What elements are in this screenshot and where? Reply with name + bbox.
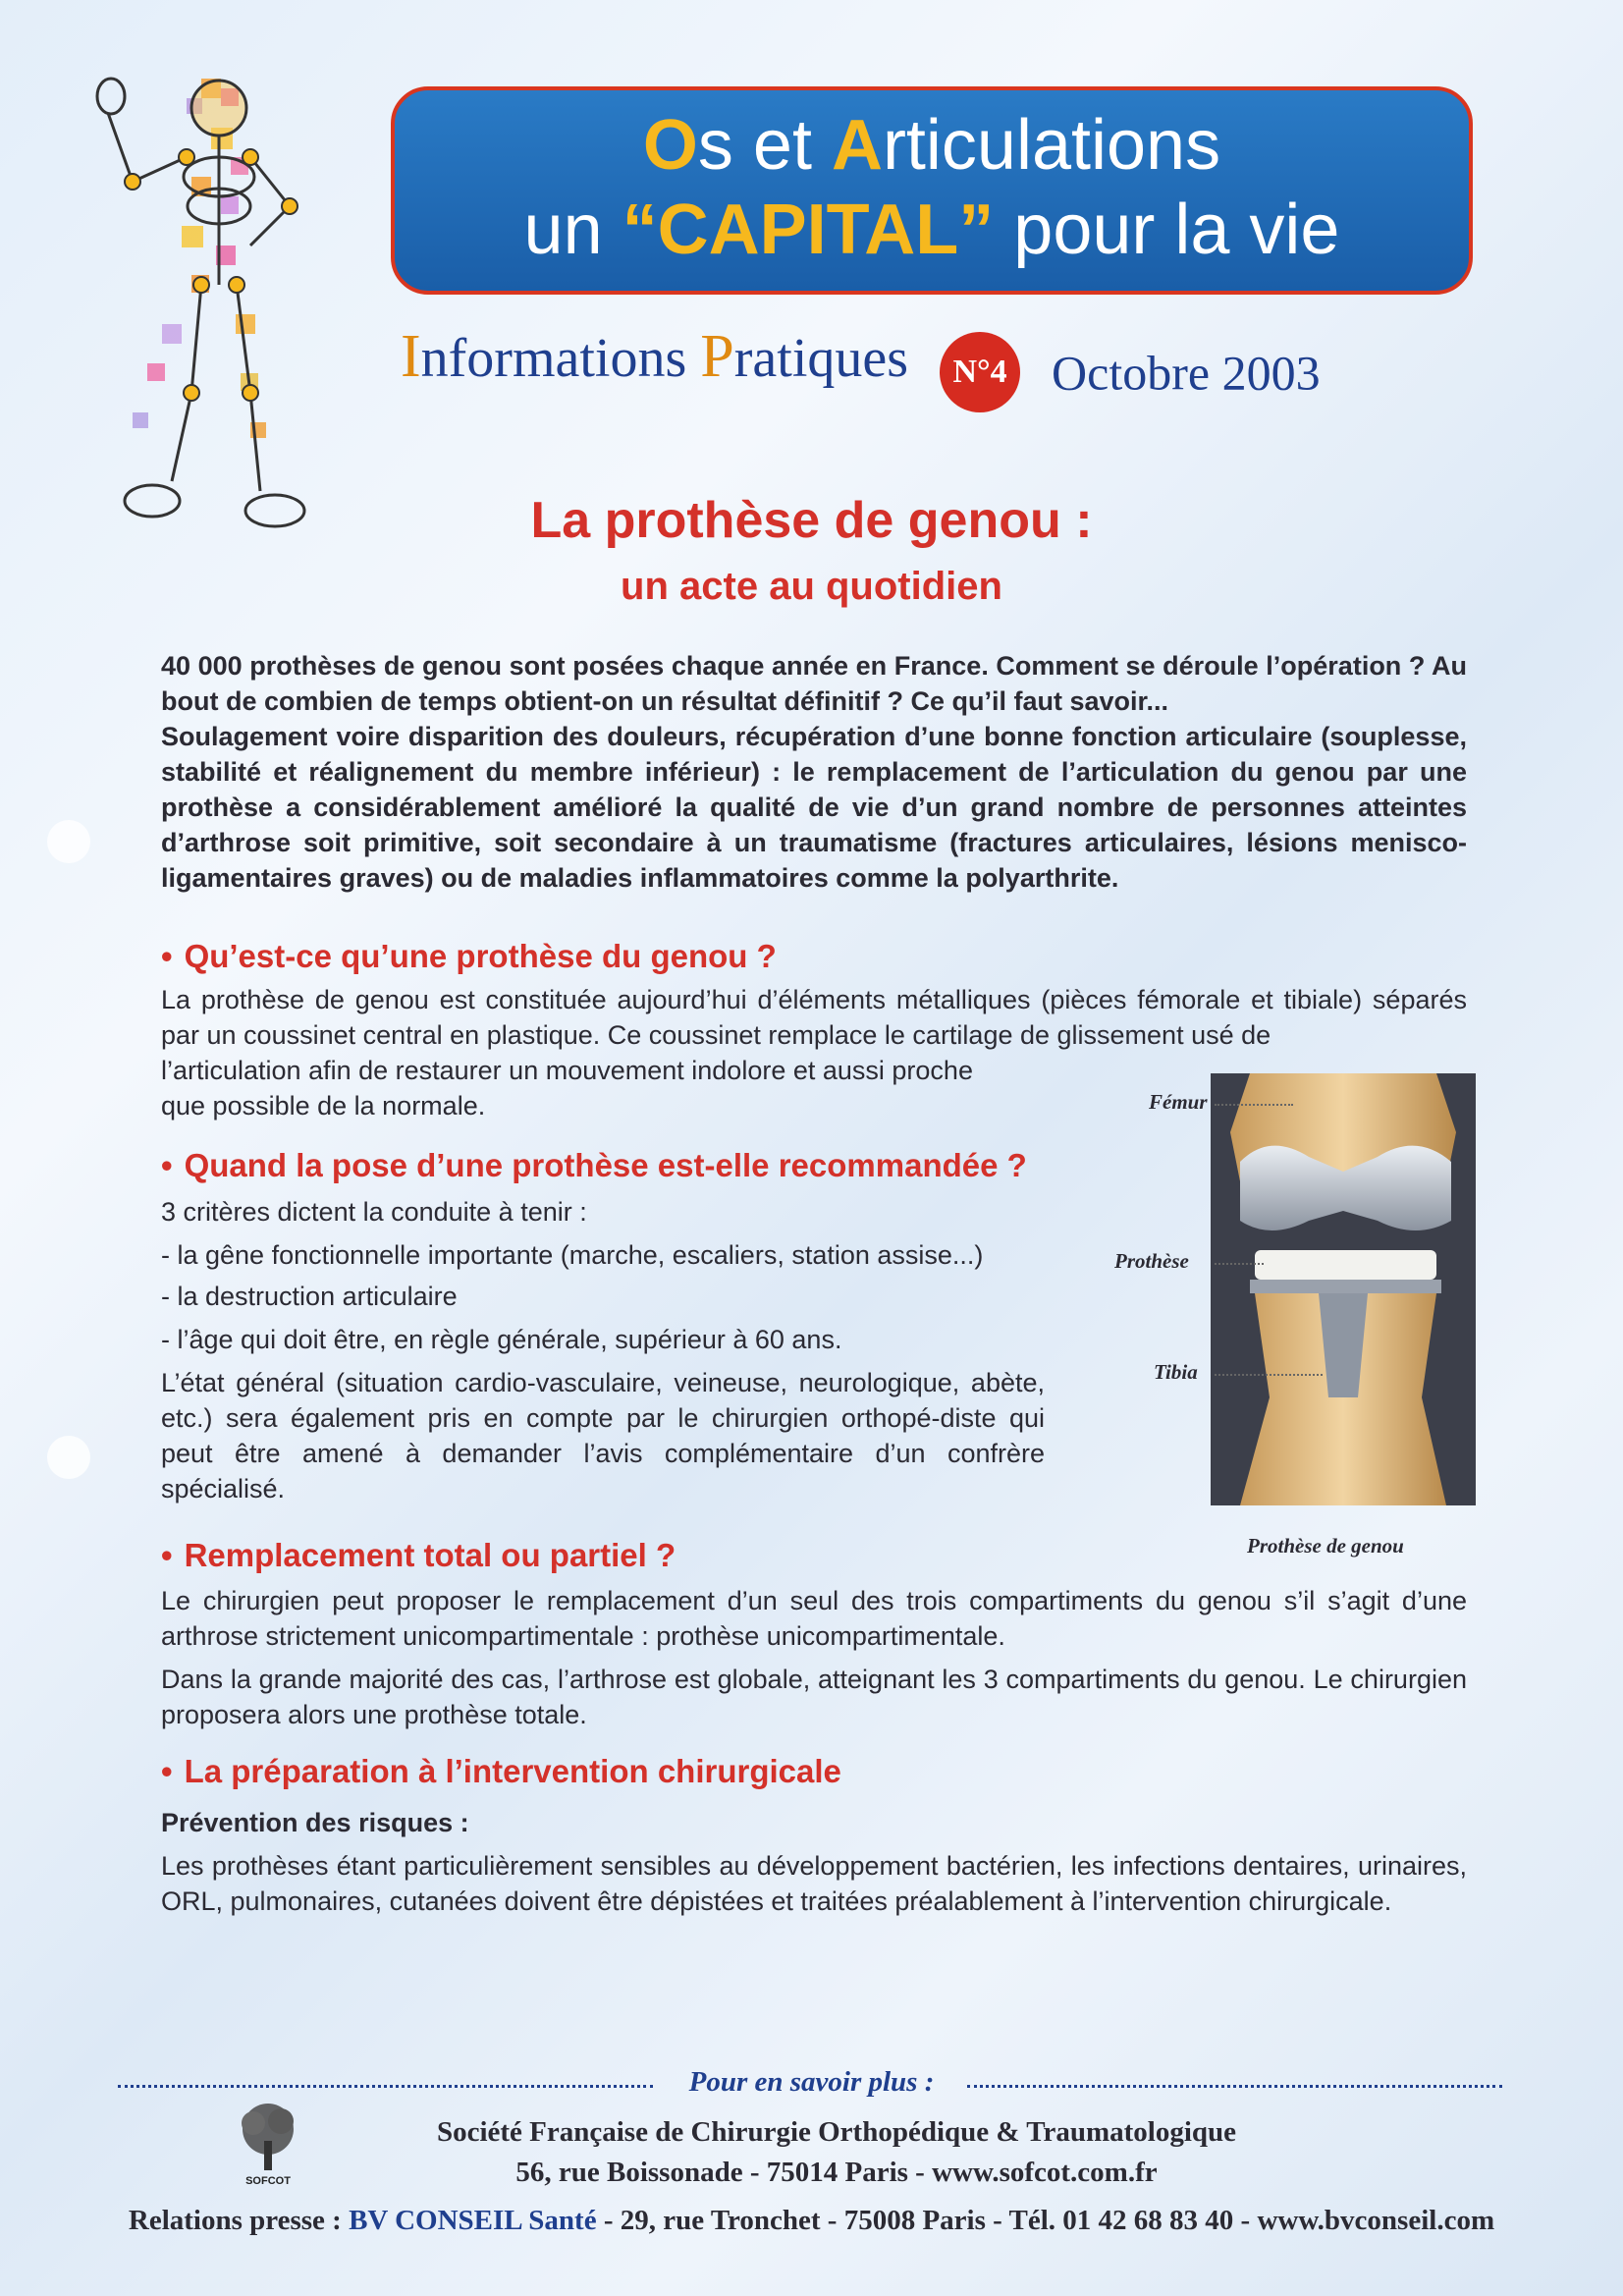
binder-hole [47,1436,90,1479]
binder-hole [47,820,90,863]
skeleton-mascot-illustration [93,69,329,540]
footer-address: 56, rue Boissonade - 75014 Paris - www.sofcot.com.fr [515,2157,1158,2188]
leader-line [1215,1104,1293,1106]
section-2-intro: 3 critères dictent la conduite à tenir : [161,1197,587,1227]
section-heading-2: • Quand la pose d’une prothèse est-elle recommandée ? [161,1147,1027,1183]
figure-label-prothese: Prothèse [1114,1249,1189,1273]
informations-pratiques-label: Informations Pratiques [401,323,909,390]
section-3-paragraph-2: Dans la grande majorité des cas, l’arthrose est globale, atteignant les 3 compartiments du genou. Le chirurgien proposera alors une prothèse totale. [161,1665,1467,1729]
header-banner [391,86,1473,295]
section-heading-4: • La préparation à l’intervention chirurgicale [161,1753,841,1789]
section-3-paragraph-1: Le chirurgien peut proposer le remplacement d’un seul des trois compartiments du genou s’il s’agit d’une arthrose strictement unicompartimentale : prothèse unicompartimentale. [161,1586,1467,1651]
section-1-paragraph: La prothèse de genou est constituée aujourd’hui d’éléments métalliques (pièces fémorale et tibiale) séparés par un coussinet central en plastique. Ce coussinet remplace le cartilage de glissement usé de [161,985,1467,1050]
section-4-subheading: Prévention des risques : [161,1808,469,1837]
criteria-item: - l’âge qui doit être, en règle générale, supérieur à 60 ans. [161,1325,842,1354]
footer-press-contact: Relations presse : BV CONSEIL Santé - 29, rue Tronchet - 75008 Paris - Tél. 01 42 68 83 40 - www.bvconseil.com [128,2205,1495,2236]
sofcot-tree-logo [224,2100,312,2188]
section-1-paragraph-cont: l’articulation afin de restaurer un mouvement indolore et aussi proche [161,1056,973,1085]
section-1-paragraph-end: que possible de la normale. [161,1091,486,1121]
knee-prosthesis-drawing [1211,1073,1476,1505]
footer-title: Pour en savoir plus : [688,2066,935,2098]
leader-line [1215,1263,1264,1265]
criteria-item: - la gêne fonctionnelle importante (marche, escaliers, station assise...) [161,1240,984,1270]
figure-caption: Prothèse de genou [1247,1534,1404,1558]
issue-number-badge: N°4 [940,332,1020,412]
intro-lead: 40 000 prothèses de genou sont posées chaque année en France. Comment se déroule l’opération ? Au bout de combien de temps obtient-on un résultat définitif ? Ce qu’il faut savoir... [161,651,1467,716]
knee-prosthesis-illustration [1211,1073,1476,1505]
header-title-line1: Os et Articulations [642,106,1221,185]
section-heading-3: • Remplacement total ou partiel ? [161,1537,676,1573]
article-subtitle: un acte au quotidien [621,565,1002,608]
intro-body: Soulagement voire disparition des douleurs, récupération d’une bonne fonction articulaire (souplesse, stabilité et réalignement du membre inférieur) : le remplacement de l’articulation du genou par une prothèse a considérablement amélioré la qualité de vie d’un grand nombre de personnes atteintes d’arthrose soit primitive, soit secondaire à un traumatisme (fractures articulaires, lésions menisco-ligamentaires graves) ou de maladies inflammatoires comme la polyarthrite. [161,722,1467,893]
header-title-line2: un “CAPITAL” pour la vie [523,191,1340,269]
subheader [401,322,1481,401]
figure-label-tibia: Tibia [1154,1360,1198,1384]
section-2-paragraph: L’état général (situation cardio-vasculaire, veineuse, neurologique, abète, etc.) sera également pris en compte par le chirurgien orthopé-diste qui peut être amené à demander l’avis complémentaire d’un confrère spécialisé. [161,1368,1045,1503]
article-title: La prothèse de genou : [530,492,1093,549]
section-4-paragraph: Les prothèses étant particulièrement sensibles au développement bactérien, les infections dentaires, urinaires, ORL, pulmonaires, cutanées doivent être dépistées et traitées préalablement à l’intervention chirurgicale. [161,1851,1467,1916]
issue-date: Octobre 2003 [1052,345,1321,401]
criteria-item: - la destruction articulaire [161,1282,458,1311]
section-heading-1: • Qu’est-ce qu’une prothèse du genou ? [161,938,777,974]
leader-line [1215,1374,1323,1376]
footer-organization: Société Française de Chirurgie Orthopédique & Traumatologique [436,2116,1237,2148]
svg-text:SOFCOT: SOFCOT [245,2175,291,2187]
figure-label-femur: Fémur [1149,1090,1208,1114]
